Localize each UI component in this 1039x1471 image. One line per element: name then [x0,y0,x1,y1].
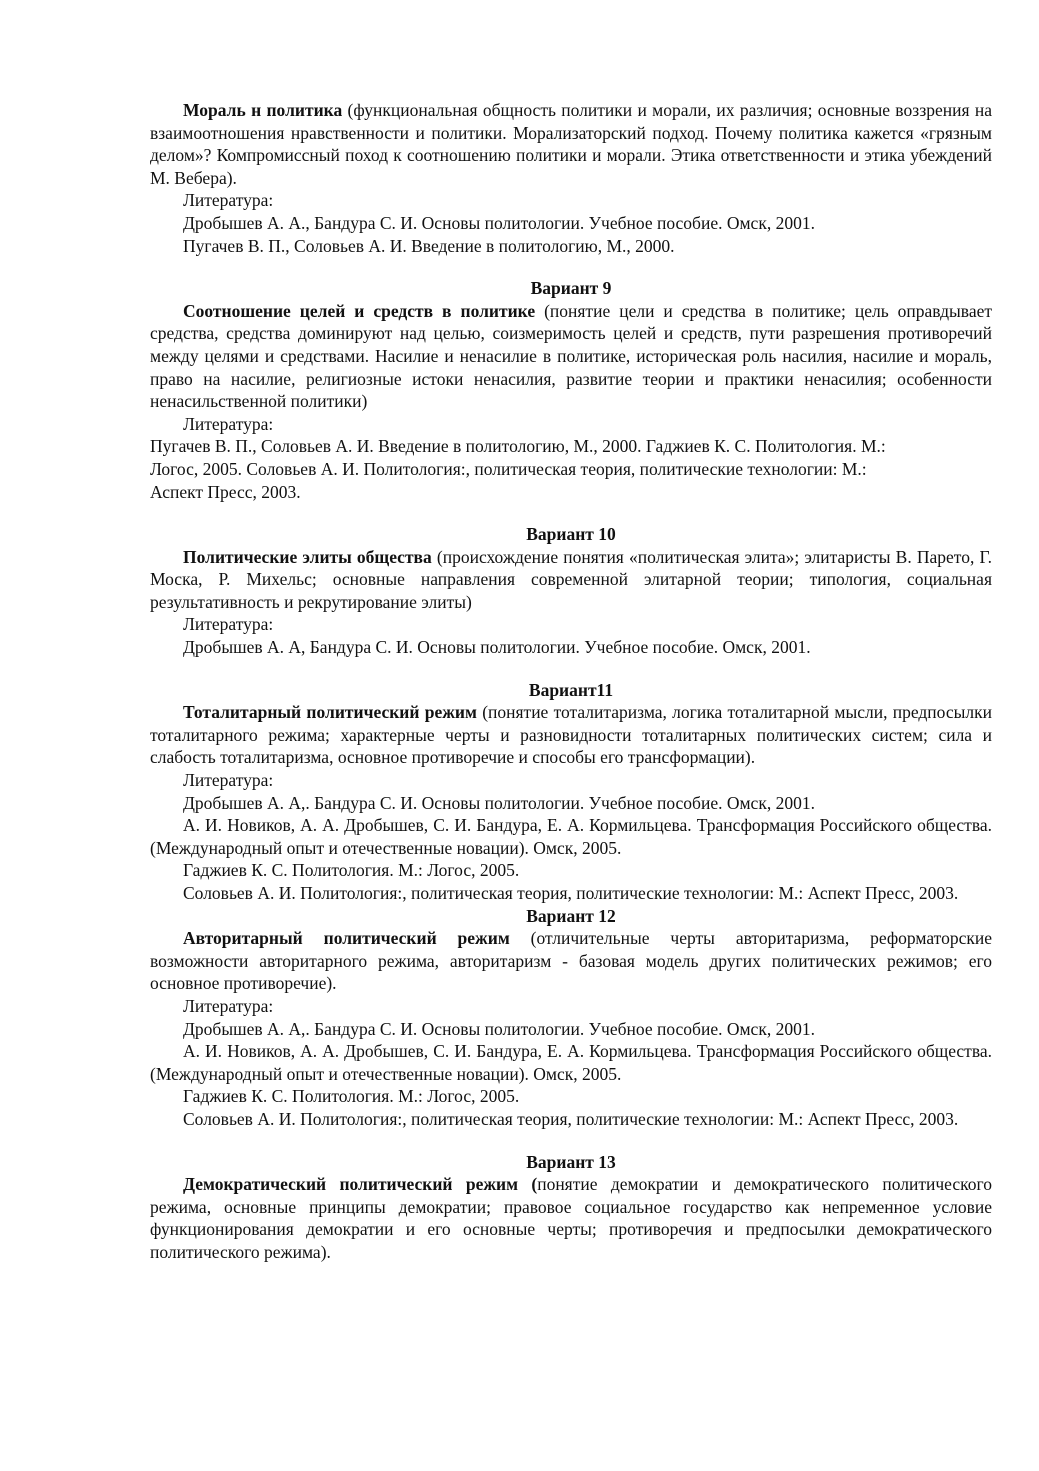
reference-line: Логос, 2005. Соловьев А. И. Политология:, политическая теория, политические технологии: М.: [150,458,867,479]
topic-paragraph [150,927,992,995]
reference-item: Дробышев А. А., Бандура С. И. Основы политологии. Учебное пособие. Омск, 2001. [183,212,815,233]
topic-description: (отличительные черты авторитаризма, реформаторские возможности авторитарного режима, авторитаризм - базовая модель других политических режимов; его основное противоречие). [150,928,992,994]
topic-description: (понятие тоталитаризма, логика тоталитарной мысли, предпосылки тоталитарного режима; характерные черты и разновидности тоталитарных политических систем; сила и слабость тоталитаризма, основное противоречие и способы его трансформации). [150,702,992,768]
reference-line: Аспект Пресс, 2003. [150,481,301,502]
topic-title: Соотношение целей и средств в политике [183,300,536,321]
reference-item: Дробышев А. А,. Бандура С. И. Основы политологии. Учебное пособие. Омск, 2001. [183,792,815,813]
topic-description: (происхождение понятия «политическая элита»; элитаристы В. Парето, Г. Моска, Р. Михельс; основные направления современной элитарной теории; типология, социальная результативность и рекрутирование элиты) [150,546,992,612]
literature-label: Литература: [183,995,274,1016]
topic-title: Политические элиты общества [183,546,432,567]
reference-line: Пугачев В. П., Соловьев А. И. Введение в политологию, М., 2000. Гаджиев К. С. Политология. М.: [150,436,886,457]
topic-title: Авторитарный политический режим [183,928,510,949]
reference-item: Гаджиев К. С. Политология. М.: Логос, 2005. [183,860,520,881]
topic-title: Мораль н политика [183,100,343,120]
topic-paragraph [150,546,992,614]
topic-paragraph [150,300,992,413]
literature-label: Литература: [183,413,274,434]
reference-item: Соловьев А. И. Политология:, политическая теория, политические технологии: М.: Аспект Пресс, 2003. [183,1108,959,1129]
topic-paragraph [150,701,992,769]
reference-item: Соловьев А. И. Политология:, политическая теория, политические технологии: М.: Аспект Пресс, 2003. [183,883,959,903]
literature-label: Литература: [183,614,274,635]
reference-item: А. И. Новиков, А. А. Дробышев, С. И. Бандура, Е. А. Кормильцева. Трансформация Российского общества. (Международный опыт и отечественные новации). Омск, 2005. [150,1041,992,1084]
topic-title: Демократический политический режим ( [183,1174,538,1195]
variant-heading: Вариант11 [528,679,614,700]
variant-heading: Вариант 13 [526,1151,616,1172]
topic-paragraph [150,1173,992,1263]
literature-label: Литература: [183,770,274,791]
reference-item: Дробышев А. А, Бандура С. И. Основы политологии. Учебное пособие. Омск, 2001. [183,637,811,658]
topic-paragraph [150,99,992,189]
reference-item: Пугачев В. П., Соловьев А. И. Введение в политологию, М., 2000. [183,235,675,256]
topic-description: (понятие цели и средства в политике; цель оправдывает средства, средства доминируют над целью, соизмеримость целей и средств, пути разрешения противоречий между целями и средствами. Насилие и ненасилие в политике, историческая роль насилия, насилие и мораль, право на насилие, религиозные истоки ненасилия, развитие теории и практики ненасилия; особенности ненасильственной политики) [150,300,993,412]
variant-heading: Вариант 10 [526,524,616,545]
variant-heading: Вариант 9 [530,278,612,299]
reference-item: Гаджиев К. С. Политология. М.: Логос, 2005. [183,1086,520,1107]
variant-heading: Вариант 12 [526,905,616,926]
reference-item: А. И. Новиков, А. А. Дробышев, С. И. Бандура, Е. А. Кормильцева. Трансформация Российского общества. (Международный опыт и отечественные новации). Омск, 2005. [150,815,992,858]
topic-title: Тоталитарный политический режим [183,702,477,723]
topic-description: (функциональная общность политики и морали, их различия; основные воззрения на взаимоотношения нравственности и политики. Морализаторский подход. Почему политика кажется «грязным делом»? Компромиссный поход к соотношению политики и морали. Этика ответственности и этика убеждений М. Вебера). [150,100,992,188]
literature-label: Литература: [183,190,274,211]
topic-description: понятие демократии и демократического политического режима, основные принципы демократии; правовое социальное государство как непременное условие функционирования демократии и его основные черты; противоречия и предпосылки демократического политического режима). [150,1174,992,1262]
reference-item: Дробышев А. А,. Бандура С. И. Основы политологии. Учебное пособие. Омск, 2001. [183,1018,815,1039]
document-page [150,99,992,1264]
